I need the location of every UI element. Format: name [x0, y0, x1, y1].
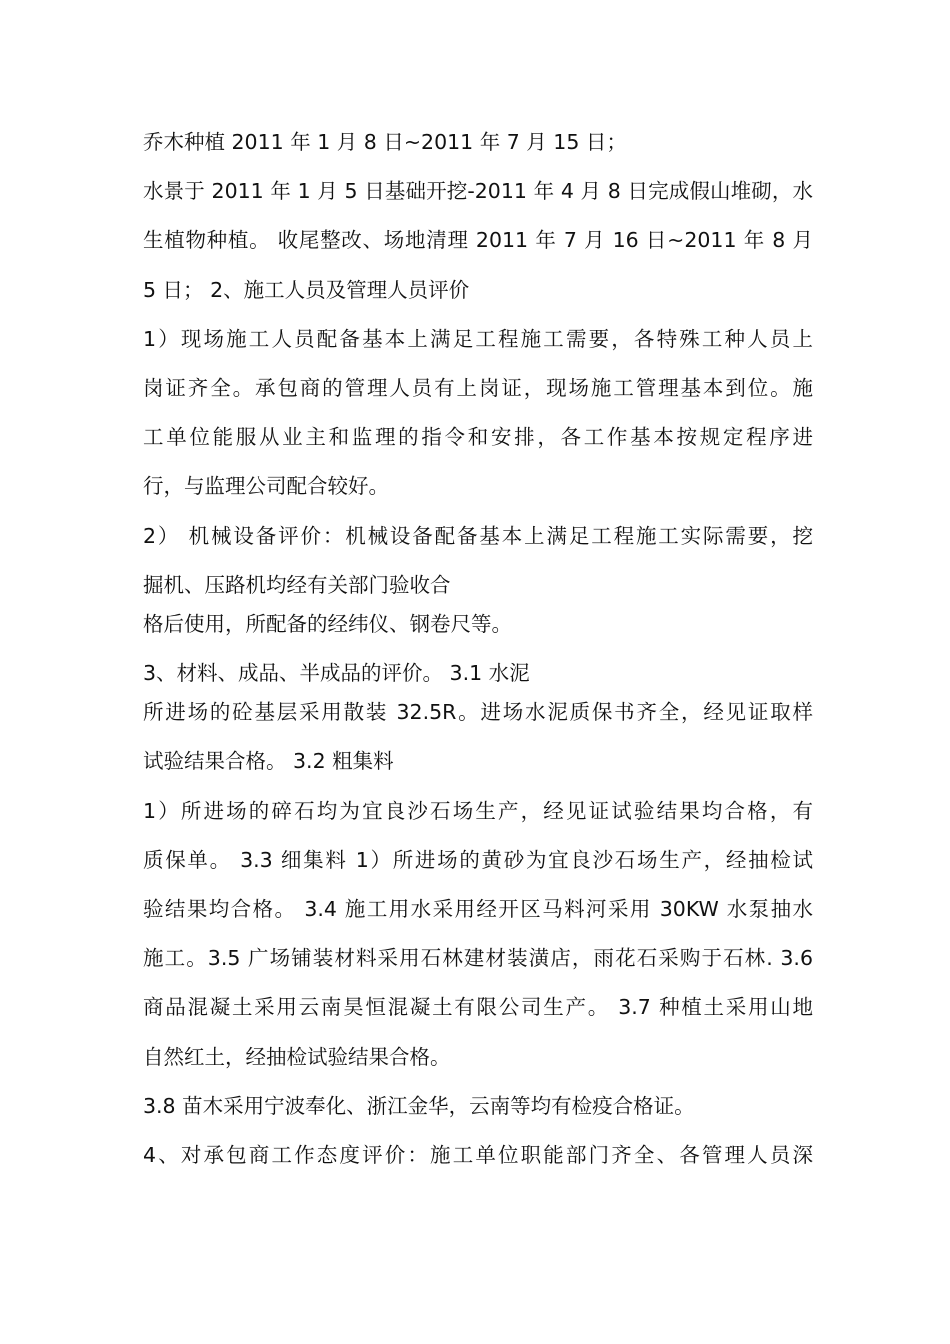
text-line-17: 验结果均合格。 3.4 施工用水采用经开区马料河采用 30KW 水泵抽水 — [143, 897, 813, 921]
text-line-14: 试验结果合格。 3.2 粗集料 — [143, 749, 394, 774]
text-line-13: 所进场的砼基层采用散装 32.5R。进场水泥质保书齐全，经见证取样 — [143, 700, 813, 725]
text-line-22: 4、对承包商工作态度评价：施工单位职能部门齐全、各管理人员深 — [143, 1142, 813, 1167]
text-line-06: 岗证齐全。承包商的管理人员有上岗证，现场施工管理基本到位。施 — [143, 375, 813, 400]
text-line-08: 行，与监理公司配合较好。 — [143, 474, 389, 499]
text-line-21: 3.8 苗木采用宁波奉化、浙江金华，云南等均有检疫合格证。 — [143, 1093, 695, 1118]
text-line-10: 掘机、压路机均经有关部门验收合 — [143, 572, 451, 597]
document-body — [143, 118, 813, 1180]
text-line-12: 3、材料、成品、半成品的评价。 3.1 水泥 — [143, 661, 530, 686]
text-line-04: 5 日； 2、施工人员及管理人员评价 — [143, 277, 470, 302]
text-line-20: 自然红土，经抽检试验结果合格。 — [143, 1044, 451, 1069]
text-line-09: 2） 机械设备评价：机械设备配备基本上满足工程施工实际需要，挖 — [143, 523, 813, 548]
text-line-02: 水景于 2011 年 1 月 5 日基础开挖-2011 年 4 月 8 日完成假山堆砌，水 — [143, 179, 813, 204]
text-line-07: 工单位能服从业主和监理的指令和安排，各工作基本按规定程序进 — [143, 425, 813, 450]
text-line-03: 生植物种植。 收尾整改、场地清理 2011 年 7 月 16 日~2011 年 8 月 — [143, 228, 813, 253]
text-line-15: 1）所进场的碎石均为宜良沙石场生产，经见证试验结果均合格，有 — [143, 798, 813, 823]
text-line-11: 格后使用，所配备的经纬仪、钢卷尺等。 — [143, 611, 512, 636]
text-line-01: 乔木种植 2011 年 1 月 8 日~2011 年 7 月 15 日； — [143, 130, 627, 154]
text-line-16: 质保单。 3.3 细集料 1）所进场的黄砂为宜良沙石场生产，经抽检试 — [143, 847, 813, 872]
text-line-19: 商品混凝土采用云南昊恒混凝土有限公司生产。 3.7 种植土采用山地 — [143, 995, 813, 1020]
text-line-18: 施工。3.5 广场铺装材料采用石林建材装潢店，雨花石采购于石林. 3.6 — [143, 946, 813, 971]
text-line-05: 1）现场施工人员配备基本上满足工程施工需要，各特殊工种人员上 — [143, 326, 813, 351]
